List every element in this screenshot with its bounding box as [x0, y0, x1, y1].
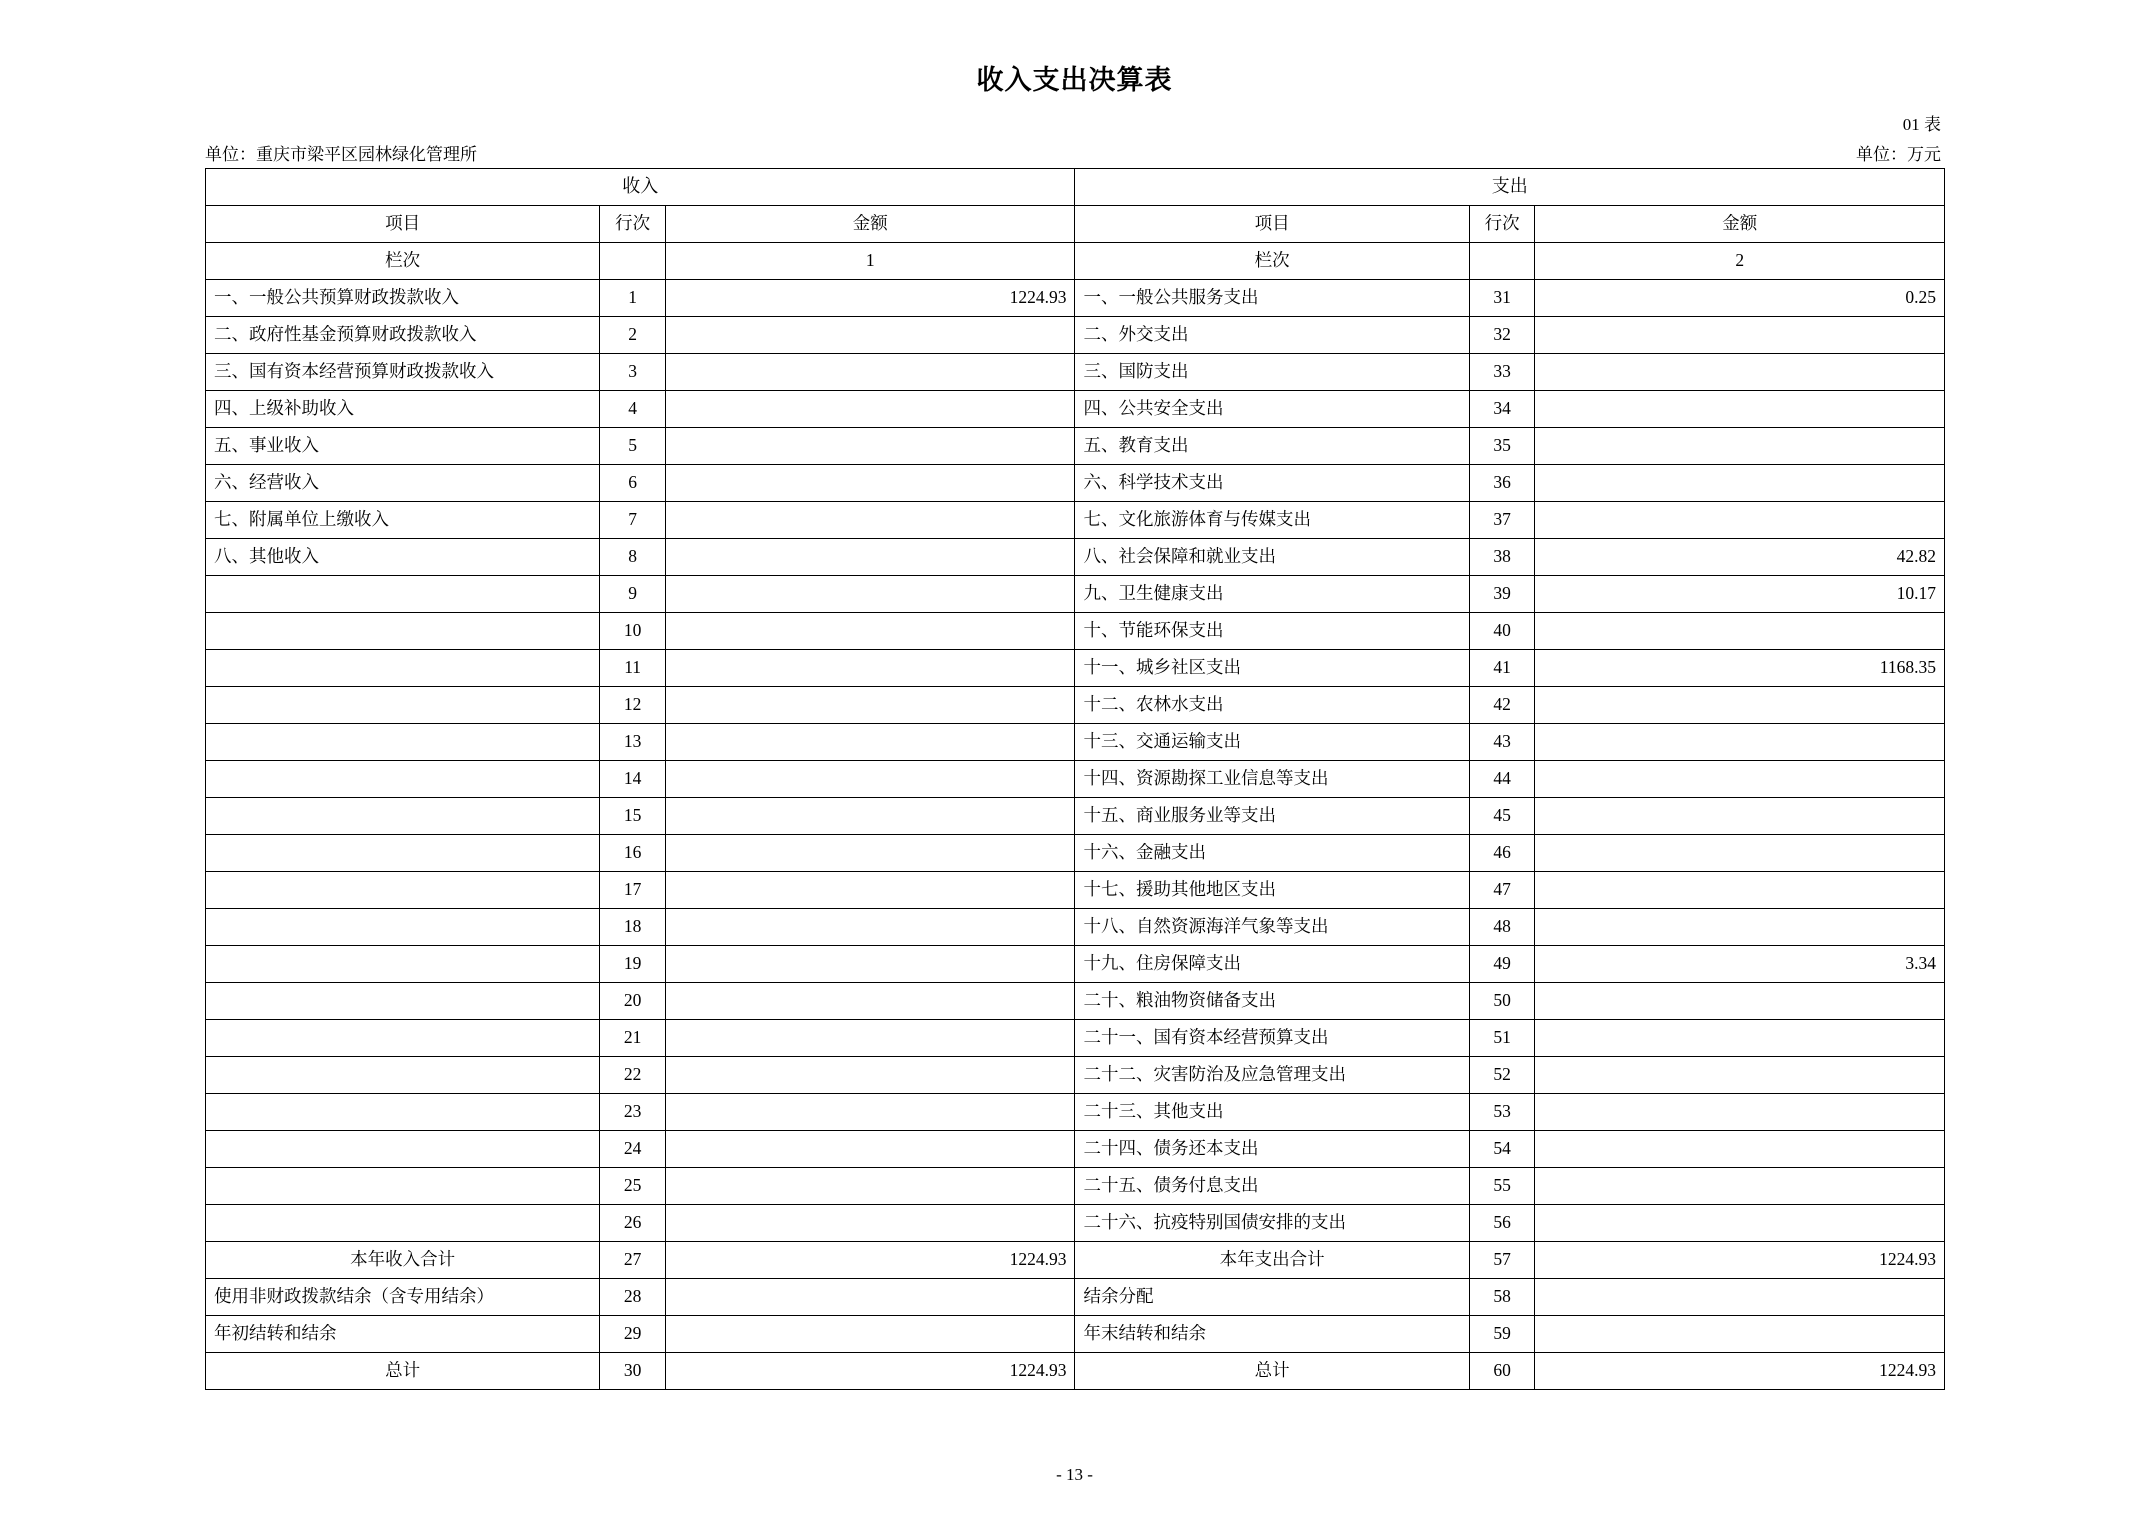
income-item-cell — [206, 835, 600, 872]
expense-amount-cell: 1224.93 — [1535, 1242, 1945, 1279]
expense-rowno-cell: 51 — [1469, 1020, 1535, 1057]
income-item-cell — [206, 1205, 600, 1242]
expense-amount-cell — [1535, 687, 1945, 724]
table-row — [206, 1094, 1945, 1131]
table-row — [206, 1131, 1945, 1168]
income-item-cell — [206, 909, 600, 946]
income-rowno-cell: 12 — [600, 687, 666, 724]
income-item-cell — [206, 946, 600, 983]
income-rowno-cell: 23 — [600, 1094, 666, 1131]
income-item-cell: 年初结转和结余 — [206, 1316, 600, 1353]
income-item-cell — [206, 798, 600, 835]
income-rowno-cell: 28 — [600, 1279, 666, 1316]
expense-rowno-cell: 50 — [1469, 983, 1535, 1020]
income-amount-cell — [665, 317, 1074, 354]
income-item-cell — [206, 872, 600, 909]
income-rowno-cell: 25 — [600, 1168, 666, 1205]
income-rowno-cell: 8 — [600, 539, 666, 576]
expense-amount-cell: 1224.93 — [1535, 1353, 1945, 1390]
expense-rowno-cell: 52 — [1469, 1057, 1535, 1094]
income-item-cell: 本年收入合计 — [206, 1242, 600, 1279]
expense-amount-cell — [1535, 1094, 1945, 1131]
table-row — [206, 650, 1945, 687]
income-amount-cell — [665, 983, 1074, 1020]
expense-amount-cell — [1535, 317, 1945, 354]
expense-column-number: 2 — [1535, 243, 1945, 280]
income-amount-cell — [665, 1205, 1074, 1242]
table-row — [206, 761, 1945, 798]
income-rowno-cell: 21 — [600, 1020, 666, 1057]
table-row — [206, 1020, 1945, 1057]
income-amount-cell — [665, 909, 1074, 946]
income-group-header: 收入 — [206, 169, 1075, 206]
expense-amount-cell: 3.34 — [1535, 946, 1945, 983]
income-amount-cell — [665, 1168, 1074, 1205]
expense-amount-header: 金额 — [1535, 206, 1945, 243]
expense-amount-cell: 42.82 — [1535, 539, 1945, 576]
income-item-cell: 使用非财政拨款结余（含专用结余） — [206, 1279, 600, 1316]
income-item-header: 项目 — [206, 206, 600, 243]
table-row — [206, 835, 1945, 872]
expense-item-cell: 本年支出合计 — [1075, 1242, 1469, 1279]
expense-item-cell: 六、科学技术支出 — [1075, 465, 1469, 502]
expense-item-cell: 二十四、债务还本支出 — [1075, 1131, 1469, 1168]
income-rowno-cell: 5 — [600, 428, 666, 465]
expense-amount-cell — [1535, 1205, 1945, 1242]
unit-name-label: 单位：重庆市梁平区园林绿化管理所 — [205, 145, 477, 164]
table-row — [206, 502, 1945, 539]
expense-item-cell: 十一、城乡社区支出 — [1075, 650, 1469, 687]
table-row — [206, 798, 1945, 835]
expense-rowno-cell: 43 — [1469, 724, 1535, 761]
expense-amount-cell: 10.17 — [1535, 576, 1945, 613]
income-item-cell: 八、其他收入 — [206, 539, 600, 576]
expense-rowno-header: 行次 — [1469, 206, 1535, 243]
income-rowno-cell: 19 — [600, 946, 666, 983]
expense-item-cell: 十八、自然资源海洋气象等支出 — [1075, 909, 1469, 946]
income-rowno-cell: 14 — [600, 761, 666, 798]
expense-amount-cell: 0.25 — [1535, 280, 1945, 317]
income-rowno-cell: 9 — [600, 576, 666, 613]
table-columnno-row — [206, 243, 1945, 280]
income-amount-header: 金额 — [665, 206, 1074, 243]
table-row — [206, 613, 1945, 650]
expense-rowno-cell: 60 — [1469, 1353, 1535, 1390]
expense-rowno-cell: 53 — [1469, 1094, 1535, 1131]
income-amount-cell — [665, 1316, 1074, 1353]
income-amount-cell — [665, 1131, 1074, 1168]
table-row — [206, 687, 1945, 724]
table-row — [206, 724, 1945, 761]
income-rowno-cell: 6 — [600, 465, 666, 502]
income-rowno-cell: 1 — [600, 280, 666, 317]
expense-amount-cell — [1535, 798, 1945, 835]
income-item-cell: 六、经营收入 — [206, 465, 600, 502]
expense-amount-cell — [1535, 1131, 1945, 1168]
expense-item-cell: 十二、农林水支出 — [1075, 687, 1469, 724]
expense-rowno-cell: 57 — [1469, 1242, 1535, 1279]
income-rowno-cell: 15 — [600, 798, 666, 835]
income-rowno-cell: 7 — [600, 502, 666, 539]
income-rowno-cell: 20 — [600, 983, 666, 1020]
income-amount-cell — [665, 613, 1074, 650]
income-rowno-cell: 16 — [600, 835, 666, 872]
expense-rowno-cell: 31 — [1469, 280, 1535, 317]
expense-item-cell: 二十三、其他支出 — [1075, 1094, 1469, 1131]
table-row — [206, 1279, 1945, 1316]
table-row — [206, 909, 1945, 946]
expense-item-cell: 四、公共安全支出 — [1075, 391, 1469, 428]
income-rowno-cell: 17 — [600, 872, 666, 909]
income-rowno-cell: 2 — [600, 317, 666, 354]
income-amount-cell — [665, 1020, 1074, 1057]
expense-amount-cell — [1535, 835, 1945, 872]
income-rowno-cell: 4 — [600, 391, 666, 428]
income-item-cell — [206, 576, 600, 613]
expense-item-cell: 二十、粮油物资储备支出 — [1075, 983, 1469, 1020]
income-amount-cell: 1224.93 — [665, 1242, 1074, 1279]
expense-rowno-cell: 34 — [1469, 391, 1535, 428]
income-rowno-cell: 29 — [600, 1316, 666, 1353]
table-row — [206, 1316, 1945, 1353]
expense-amount-cell — [1535, 1316, 1945, 1353]
expense-amount-cell — [1535, 1168, 1945, 1205]
expense-item-cell: 年末结转和结余 — [1075, 1316, 1469, 1353]
table-row — [206, 1205, 1945, 1242]
expense-amount-cell — [1535, 1279, 1945, 1316]
income-item-cell — [206, 761, 600, 798]
table-row — [206, 983, 1945, 1020]
income-amount-cell — [665, 946, 1074, 983]
table-row — [206, 465, 1945, 502]
expense-item-cell: 十六、金融支出 — [1075, 835, 1469, 872]
table-row — [206, 946, 1945, 983]
table-row — [206, 317, 1945, 354]
expense-amount-cell — [1535, 761, 1945, 798]
income-item-cell: 三、国有资本经营预算财政拨款收入 — [206, 354, 600, 391]
income-rowno-cell: 24 — [600, 1131, 666, 1168]
income-item-cell: 四、上级补助收入 — [206, 391, 600, 428]
income-amount-cell — [665, 428, 1074, 465]
income-item-cell: 总计 — [206, 1353, 600, 1390]
expense-item-header: 项目 — [1075, 206, 1469, 243]
expense-item-cell: 一、一般公共服务支出 — [1075, 280, 1469, 317]
income-amount-cell — [665, 872, 1074, 909]
page-title: 收入支出决算表 — [976, 65, 1173, 95]
table-row — [206, 1057, 1945, 1094]
expense-rowno-cell: 37 — [1469, 502, 1535, 539]
expense-item-cell: 九、卫生健康支出 — [1075, 576, 1469, 613]
expense-rowno-cell: 38 — [1469, 539, 1535, 576]
expense-rowno-cell: 56 — [1469, 1205, 1535, 1242]
income-amount-cell — [665, 354, 1074, 391]
income-amount-cell — [665, 687, 1074, 724]
income-item-cell — [206, 1168, 600, 1205]
expense-column-label: 栏次 — [1075, 243, 1469, 280]
income-item-cell — [206, 1094, 600, 1131]
income-item-cell: 五、事业收入 — [206, 428, 600, 465]
expense-item-cell: 二十五、债务付息支出 — [1075, 1168, 1469, 1205]
income-item-cell — [206, 983, 600, 1020]
expense-rowno-cell: 36 — [1469, 465, 1535, 502]
expense-amount-cell — [1535, 909, 1945, 946]
expense-item-cell: 三、国防支出 — [1075, 354, 1469, 391]
income-amount-cell — [665, 465, 1074, 502]
income-column-blank — [600, 243, 666, 280]
income-amount-cell — [665, 761, 1074, 798]
page-number: - 13 - — [1056, 1465, 1093, 1484]
income-rowno-cell: 11 — [600, 650, 666, 687]
expense-item-cell: 五、教育支出 — [1075, 428, 1469, 465]
expense-amount-cell — [1535, 354, 1945, 391]
expense-amount-cell — [1535, 1020, 1945, 1057]
income-item-cell — [206, 1020, 600, 1057]
expense-rowno-cell: 58 — [1469, 1279, 1535, 1316]
expense-rowno-cell: 32 — [1469, 317, 1535, 354]
income-rowno-cell: 13 — [600, 724, 666, 761]
table-row — [206, 1168, 1945, 1205]
income-rowno-cell: 3 — [600, 354, 666, 391]
expense-rowno-cell: 40 — [1469, 613, 1535, 650]
table-column-header-row — [206, 206, 1945, 243]
income-column-number: 1 — [665, 243, 1074, 280]
expense-amount-cell — [1535, 983, 1945, 1020]
income-item-cell: 二、政府性基金预算财政拨款收入 — [206, 317, 600, 354]
expense-item-cell: 七、文化旅游体育与传媒支出 — [1075, 502, 1469, 539]
expense-rowno-cell: 33 — [1469, 354, 1535, 391]
expense-rowno-cell: 45 — [1469, 798, 1535, 835]
expense-column-blank — [1469, 243, 1535, 280]
expense-amount-cell: 1168.35 — [1535, 650, 1945, 687]
expense-item-cell: 结余分配 — [1075, 1279, 1469, 1316]
income-amount-cell — [665, 724, 1074, 761]
expense-amount-cell — [1535, 613, 1945, 650]
expense-item-cell: 十九、住房保障支出 — [1075, 946, 1469, 983]
income-rowno-cell: 18 — [600, 909, 666, 946]
expense-rowno-cell: 48 — [1469, 909, 1535, 946]
amount-unit-label: 单位：万元 — [1856, 145, 1941, 164]
expense-rowno-cell: 41 — [1469, 650, 1535, 687]
expense-item-cell: 十三、交通运输支出 — [1075, 724, 1469, 761]
expense-rowno-cell: 49 — [1469, 946, 1535, 983]
income-column-label: 栏次 — [206, 243, 600, 280]
expense-item-cell: 十五、商业服务业等支出 — [1075, 798, 1469, 835]
income-amount-cell: 1224.93 — [665, 280, 1074, 317]
expense-amount-cell — [1535, 724, 1945, 761]
income-item-cell — [206, 724, 600, 761]
expense-rowno-cell: 55 — [1469, 1168, 1535, 1205]
table-row — [206, 1242, 1945, 1279]
income-rowno-cell: 10 — [600, 613, 666, 650]
income-rowno-cell: 26 — [600, 1205, 666, 1242]
income-rowno-cell: 30 — [600, 1353, 666, 1390]
table-row — [206, 354, 1945, 391]
expense-item-cell: 二十六、抗疫特别国债安排的支出 — [1075, 1205, 1469, 1242]
expense-amount-cell — [1535, 428, 1945, 465]
table-row — [206, 391, 1945, 428]
income-amount-cell — [665, 502, 1074, 539]
income-amount-cell — [665, 576, 1074, 613]
expense-item-cell: 总计 — [1075, 1353, 1469, 1390]
expense-rowno-cell: 35 — [1469, 428, 1535, 465]
income-item-cell — [206, 650, 600, 687]
expense-rowno-cell: 44 — [1469, 761, 1535, 798]
expense-amount-cell — [1535, 872, 1945, 909]
expense-amount-cell — [1535, 391, 1945, 428]
income-item-cell — [206, 613, 600, 650]
income-amount-cell — [665, 539, 1074, 576]
expense-group-header: 支出 — [1075, 169, 1945, 206]
income-expense-table — [205, 168, 1945, 1390]
income-item-cell — [206, 687, 600, 724]
expense-rowno-cell: 54 — [1469, 1131, 1535, 1168]
table-row — [206, 280, 1945, 317]
table-number-label: 01 表 — [1902, 115, 1941, 134]
income-amount-cell — [665, 835, 1074, 872]
expense-rowno-cell: 59 — [1469, 1316, 1535, 1353]
table-row — [206, 872, 1945, 909]
expense-amount-cell — [1535, 502, 1945, 539]
expense-rowno-cell: 42 — [1469, 687, 1535, 724]
expense-item-cell: 八、社会保障和就业支出 — [1075, 539, 1469, 576]
income-amount-cell — [665, 1057, 1074, 1094]
income-rowno-header: 行次 — [600, 206, 666, 243]
income-rowno-cell: 22 — [600, 1057, 666, 1094]
income-item-cell: 一、一般公共预算财政拨款收入 — [206, 280, 600, 317]
expense-item-cell: 二、外交支出 — [1075, 317, 1469, 354]
expense-rowno-cell: 39 — [1469, 576, 1535, 613]
table-group-header-row — [206, 169, 1945, 206]
expense-rowno-cell: 46 — [1469, 835, 1535, 872]
expense-amount-cell — [1535, 465, 1945, 502]
expense-rowno-cell: 47 — [1469, 872, 1535, 909]
expense-item-cell: 二十一、国有资本经营预算支出 — [1075, 1020, 1469, 1057]
income-item-cell: 七、附属单位上缴收入 — [206, 502, 600, 539]
income-item-cell — [206, 1057, 600, 1094]
income-item-cell — [206, 1131, 600, 1168]
expense-item-cell: 十、节能环保支出 — [1075, 613, 1469, 650]
income-amount-cell — [665, 1094, 1074, 1131]
table-row — [206, 539, 1945, 576]
expense-item-cell: 二十二、灾害防治及应急管理支出 — [1075, 1057, 1469, 1094]
income-amount-cell — [665, 1279, 1074, 1316]
income-amount-cell — [665, 798, 1074, 835]
income-amount-cell — [665, 650, 1074, 687]
income-amount-cell: 1224.93 — [665, 1353, 1074, 1390]
expense-amount-cell — [1535, 1057, 1945, 1094]
income-amount-cell — [665, 391, 1074, 428]
expense-item-cell: 十七、援助其他地区支出 — [1075, 872, 1469, 909]
expense-item-cell: 十四、资源勘探工业信息等支出 — [1075, 761, 1469, 798]
table-row — [206, 428, 1945, 465]
table-row — [206, 1353, 1945, 1390]
income-rowno-cell: 27 — [600, 1242, 666, 1279]
table-row — [206, 576, 1945, 613]
